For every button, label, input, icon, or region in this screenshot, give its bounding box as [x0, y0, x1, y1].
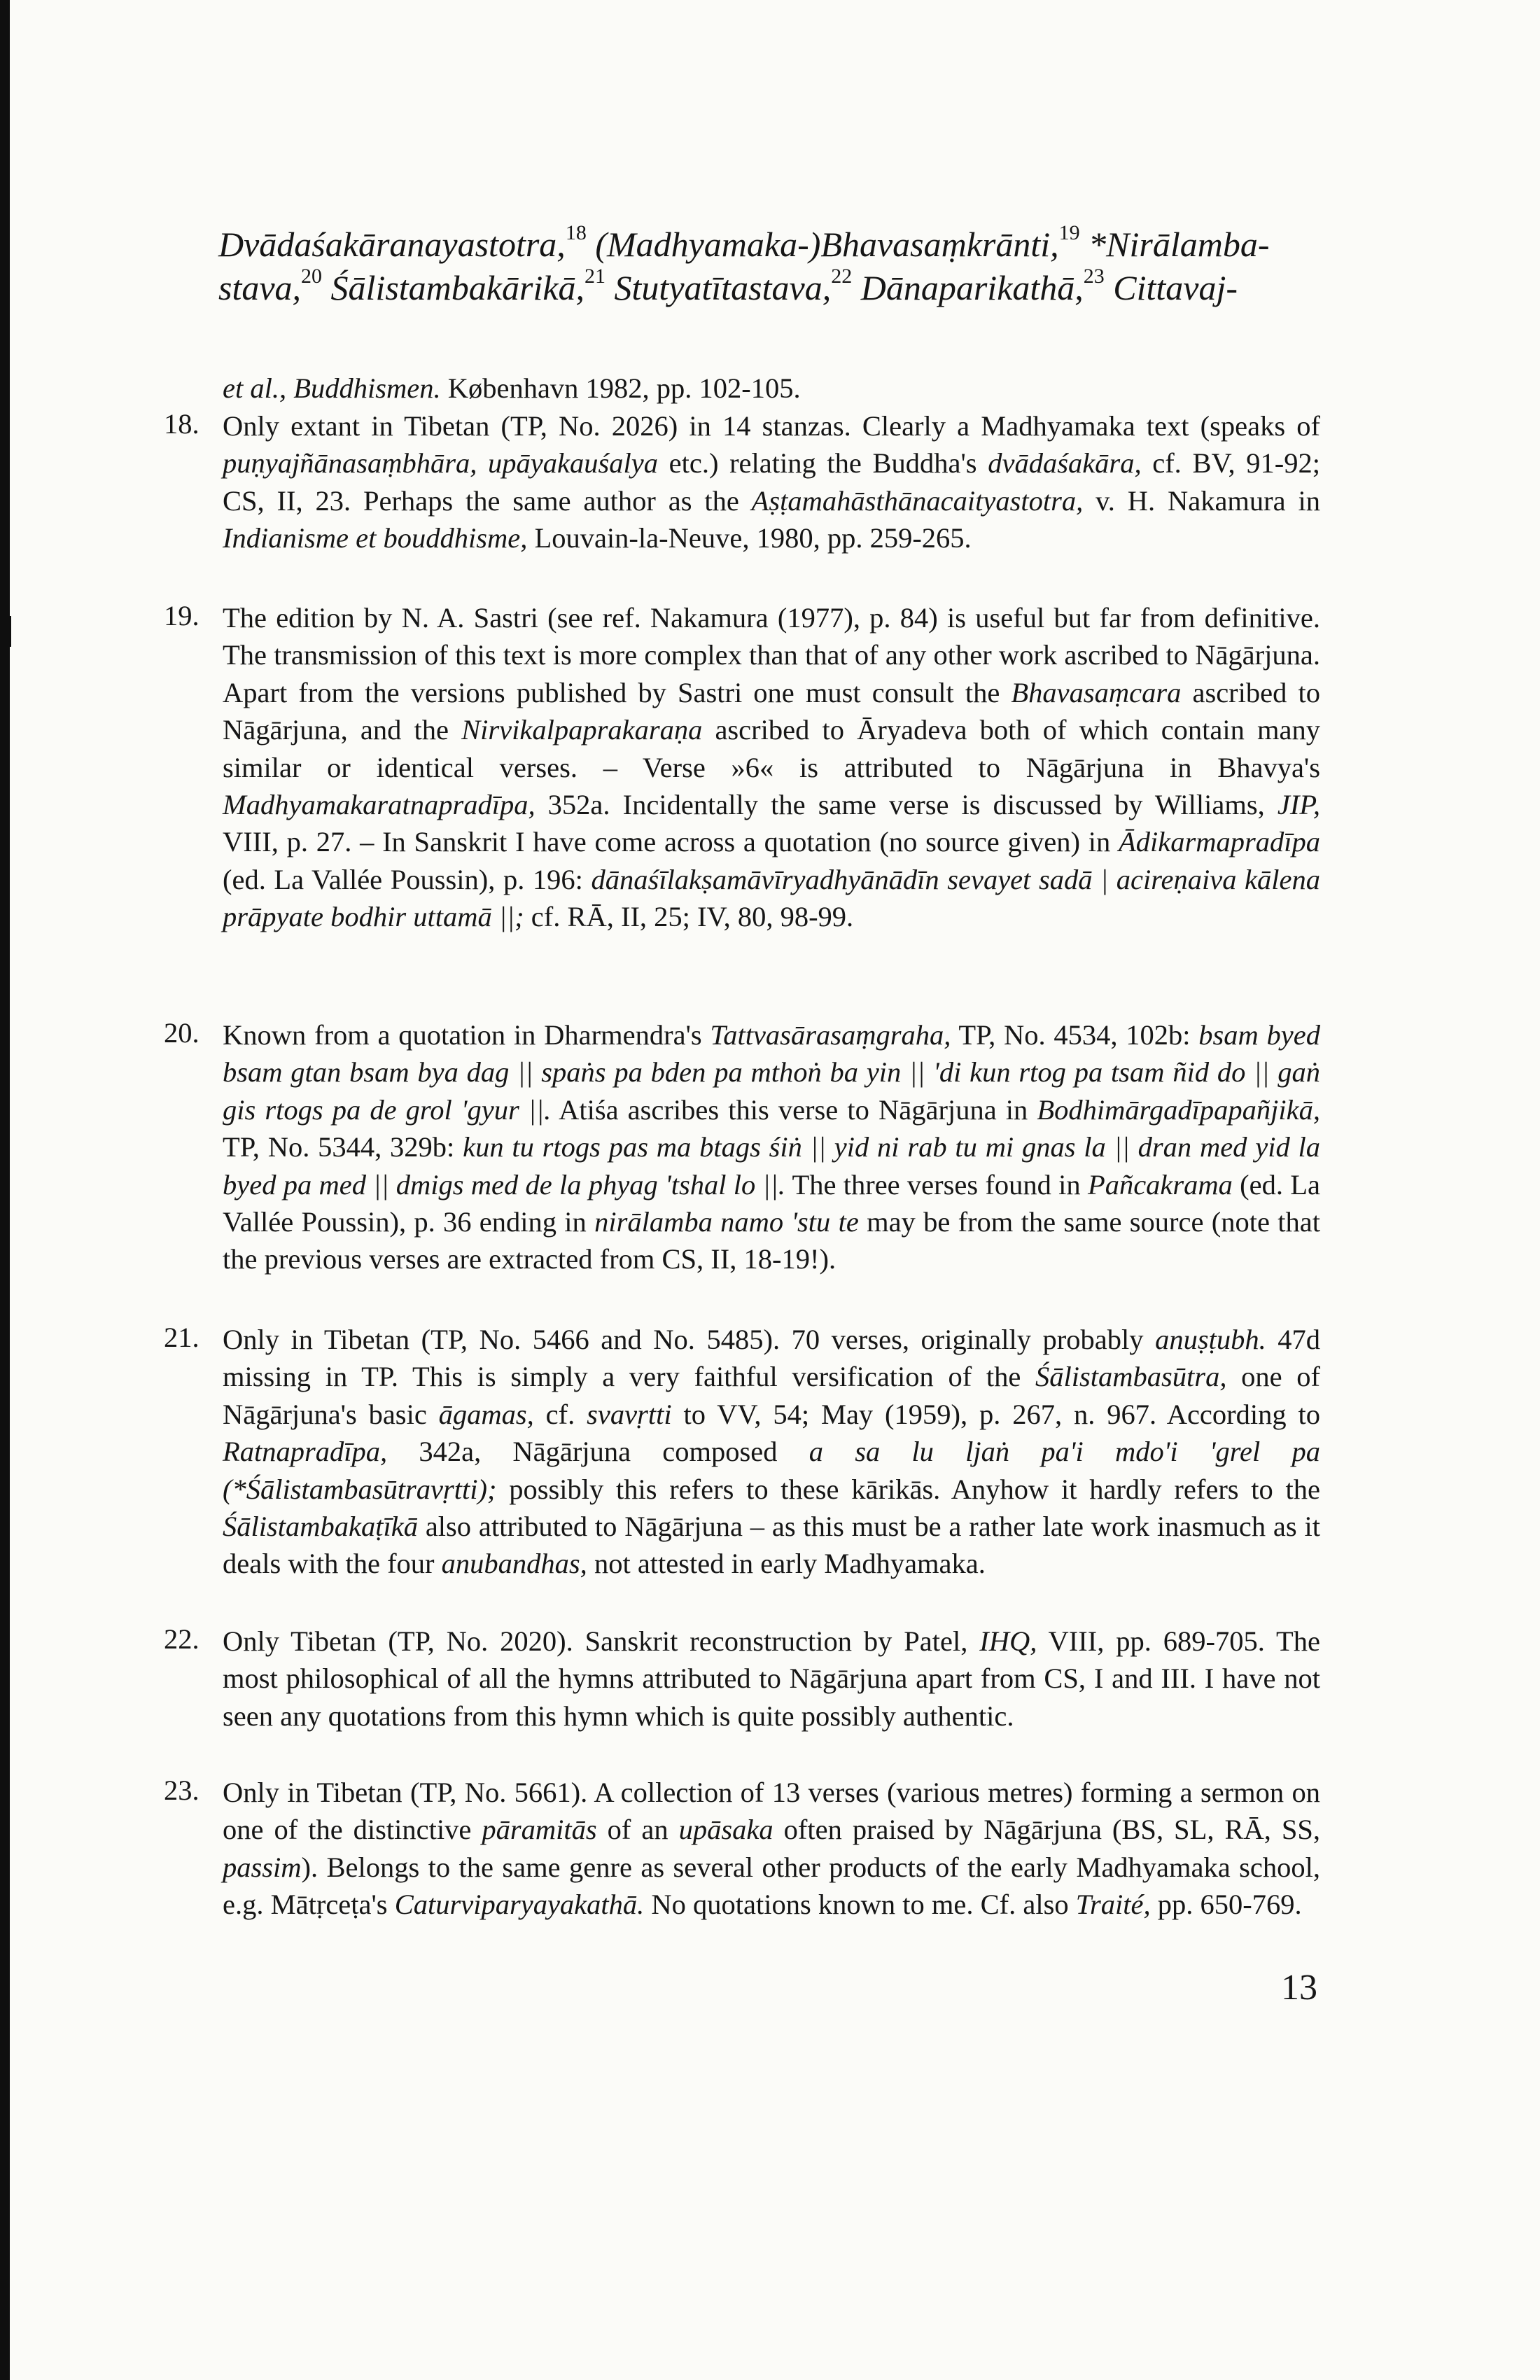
footnote-number: 21. [164, 1322, 200, 1353]
footnote-text: Only Tibetan (TP, No. 2020). Sanskrit reconstruction by Patel, IHQ, VIII, pp. 689-705. The most philosophical of all the hymns attributed to Nāgārjuna apart from CS, I and III. I have not seen any quotations from this hymn which is quite possibly authentic. [223, 1625, 1320, 1732]
footnote-text: The edition by N. A. Sastri (see ref. Nakamura (1977), p. 84) is useful but far from definitive. The transmission of this text is more complex than that of any other work ascribed to Nāgārjuna. Apart from the versions published by Sastri one must consult the Bhavasaṃcara ascribed to Nāgārjuna, and the Nirvikalpaprakaraṇa ascribed to Āryadeva both of which contain many similar or identical verses. – Verse »6« is attributed to Nāgārjuna in Bhavya's Madhyamakaratnapradīpa, 352a. Incidentally the same verse is discussed by Williams, JIP, VIII, p. 27. – In Sanskrit I have come across a quotation (no source given) in Ādikarmapradīpa (ed. La Vallée Poussin), p. 196: dānaśīlakṣamāvīryadhyānādīn sevayet sadā | acireṇaiva kālena prāpyate bodhir uttamā ||; cf. RĀ, II, 25; IV, 80, 98-99. [223, 602, 1320, 933]
footnote-text: Only in Tibetan (TP, No. 5466 and No. 5485). 70 verses, originally probably anuṣṭubh. 47d missing in TP. This is simply a very faithful versification of the Śālistambasūtra, one of Nāgārjuna's basic āgamas, cf. svavṛtti to VV, 54; May (1959), p. 267, n. 967. According to Ratnapradīpa, 342a, Nāgārjuna composed a sa lu ljaṅ pa'i mdo'i 'grel pa (*Śālistambasūtravṛtti); possibly this refers to these kārikās. Anyhow it hardly refers to the Śālistambakaṭīkā also attributed to Nāgārjuna – as this must be a rather late work inasmuch as it deals with the four anubandhas, not attested in early Madhyamaka. [223, 1324, 1320, 1580]
main-text-segment: Cittavaj- [1104, 268, 1238, 307]
scan-binding-edge [0, 0, 10, 2380]
main-text-segment: *Nirālamba- [1079, 225, 1270, 264]
footnote-ref-23[interactable]: 23 [1083, 265, 1105, 288]
footnote-text: Only in Tibetan (TP, No. 5661). A collection of 13 verses (various metres) forming a sermon on one of the distinctive pāramitās of an upāsaka often praised by Nāgārjuna (BS, SL, RĀ, SS, passim). Belongs to the same genre as several other products of the early Madhyamaka school, e.g. Mātṛceṭa's Caturviparyayakathā. No quotations known to me. Cf. also Traité, pp. 650-769. [223, 1777, 1320, 1921]
main-text-segment: Stutyatītastava, [606, 268, 832, 307]
footnote-ref-21[interactable]: 21 [584, 265, 606, 288]
footnote-19 [164, 599, 1320, 936]
main-text-line-1 [218, 221, 1270, 265]
footnote-ref-20[interactable]: 20 [301, 265, 323, 288]
footnote-ref-22[interactable]: 22 [831, 265, 853, 288]
main-text-segment: Dānaparikathā, [852, 268, 1084, 307]
footnote-22 [164, 1623, 1320, 1735]
footnote-number: 18. [164, 408, 200, 440]
footnote-17-continuation: et al., Buddhismen. København 1982, pp. 102-105. [223, 372, 801, 404]
footnote-number: 23. [164, 1774, 200, 1806]
footnote-number: 20. [164, 1017, 200, 1049]
footnote-ref-18[interactable]: 18 [565, 221, 587, 245]
footnote-18 [164, 407, 1320, 557]
footnote-23 [164, 1774, 1320, 1924]
page-number: 13 [1281, 1968, 1317, 2008]
footnote-21 [164, 1321, 1320, 1583]
footnote-text: Known from a quotation in Dharmendra's Tattvasārasaṃgraha, TP, No. 4534, 102b: bsam byed bsam gtan bsam bya dag || spaṅs pa bden pa mthoṅ ba yin || 'di kun rtog pa tsam ñid do || gaṅ gis rtogs pa de grol 'gyur ||. Atiśa ascribes this verse to Nāgārjuna in Bodhimārgadīpapañjikā, TP, No. 5344, 329b: kun tu rtogs pas ma btags śiṅ || yid ni rab tu mi gnas la || dran med yid la byed pa med || dmigs med de la phyag 'tshal lo ||. The three verses found in Pañcakrama (ed. La Vallée Poussin), p. 36 ending in nirālamba namo 'stu te may be from the same source (note that the previous verses are extracted from CS, II, 18-19!). [223, 1019, 1321, 1275]
main-text-line-2 [218, 267, 1238, 308]
main-text-segment: Śālistambakārikā, [322, 268, 585, 307]
footnote-number: 19. [164, 600, 200, 631]
footnote-number: 22. [164, 1623, 200, 1655]
main-text-segment: stava, [218, 268, 302, 307]
footnote-ref-19[interactable]: 19 [1058, 221, 1080, 245]
scan-binding-mark [4, 616, 11, 647]
main-text-segment: Dvādaśakāranayastotra, [218, 225, 566, 264]
footnote-20 [164, 1016, 1321, 1278]
main-text-segment: (Madhyamaka-)Bhavasaṃkrānti, [586, 225, 1059, 264]
footnote-text: Only extant in Tibetan (TP, No. 2026) in 14 stanzas. Clearly a Madhyamaka text (speaks of puṇyajñānasaṃbhāra, upāyakauśalya etc.) relating the Buddha's dvādaśakāra, cf. BV, 91-92; CS, II, 23. Perhaps the same author as the Aṣṭamahāsthānacaityastotra, v. H. Nakamura in Indianisme et bouddhisme, Louvain-la-Neuve, 1980, pp. 259-265. [223, 410, 1320, 554]
